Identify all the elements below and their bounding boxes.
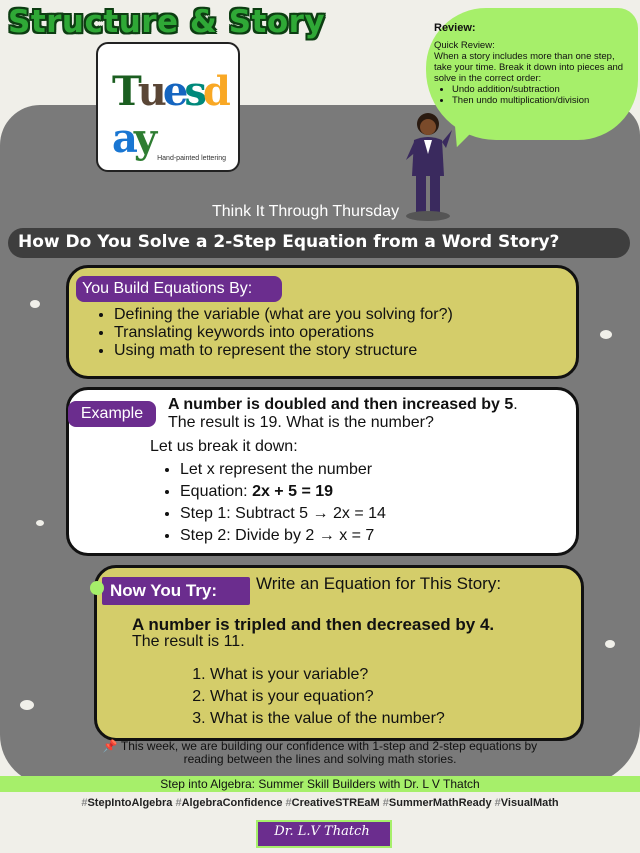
logo-word: Tuesday (112, 68, 227, 162)
example-result: The result is 19. What is the number? (168, 414, 434, 431)
footnote-text: This week, we are building our confidence with 1-step and 2-step equations by reading between the lines and solving math stories. (120, 739, 538, 766)
example-step (180, 481, 386, 503)
page-title: Structure & Story (8, 4, 326, 40)
hashtag: CreativeSTREaM (291, 797, 380, 809)
now-you-try-label: Now You Try: (102, 577, 250, 605)
hashtag-row: #StepIntoAlgebra #AlgebraConfidence #CreativeSTREaM #SummerMathReady #VisualMath (81, 797, 559, 809)
example-statement-end: . (513, 396, 518, 413)
hashtag: StepIntoAlgebra (87, 797, 173, 809)
try-question: 1. What is your variable? (210, 664, 445, 686)
hashtag: AlgebraConfidence (181, 797, 283, 809)
teacher-figure (398, 110, 458, 222)
example-step (180, 525, 386, 547)
hashtag: SummerMathReady (388, 797, 492, 809)
signature-text: Dr. L.V Thatch (274, 824, 370, 839)
try-question: 2. What is your equation? (210, 686, 445, 708)
try-question: 3. What is the value of the number? (210, 708, 445, 730)
build-label: You Build Equations By: (76, 276, 282, 302)
try-statement: A number is tripled and then decreased by 4. (132, 615, 495, 634)
example-label: Example (68, 401, 156, 427)
paint-splat (30, 300, 40, 308)
subtitle: Think It Through Thursday (212, 203, 400, 220)
paint-splat (36, 520, 44, 526)
step-text: Step 1: Subtract 5 → 2x = 14 (180, 505, 386, 522)
step-text: Step 2: Divide by 2 → x = 7 (180, 527, 375, 544)
review-body (434, 40, 624, 106)
build-list (86, 306, 453, 360)
try-prompt: Write an Equation for This Story: (256, 574, 502, 593)
review-heading: Review: (434, 22, 476, 34)
main-question: How Do You Solve a 2-Step Equation from a Word Story? (18, 232, 560, 252)
review-item: • Undo addition/subtraction (452, 84, 624, 95)
logo-caption: Hand-painted lettering (157, 155, 226, 162)
footnote (100, 740, 540, 766)
review-text: When a story includes more than one step, take your time. Break it down into pieces and solve in the correct order: (434, 51, 624, 84)
green-dot-icon (90, 581, 104, 595)
pin-icon: 📌 (102, 739, 118, 753)
example-statement (168, 396, 518, 414)
paint-splat (20, 700, 34, 710)
logo-card (96, 42, 240, 172)
example-statement-bold: A number is doubled and then increased by 5 (168, 396, 514, 413)
step-equation: 2x + 5 = 19 (252, 483, 334, 500)
try-questions (192, 664, 445, 730)
breakdown-intro: Let us break it down: (150, 438, 298, 455)
step-text: Equation: (180, 483, 253, 500)
try-result: The result is 11. (132, 633, 245, 650)
build-item: • Using math to represent the story structure (114, 342, 453, 360)
review-list (434, 84, 624, 106)
step-text: Let x represent the number (180, 461, 373, 478)
example-step (180, 503, 386, 525)
build-item: • Defining the variable (what are you solving for?) (114, 306, 453, 324)
example-step (180, 459, 386, 481)
review-item: • Then undo multiplication/division (452, 95, 624, 106)
paint-splat (600, 330, 612, 339)
review-subheading: Quick Review: (434, 40, 495, 51)
paint-splat (605, 640, 615, 648)
build-item: • Translating keywords into operations (114, 324, 453, 342)
hashtag: VisualMath (500, 797, 559, 809)
example-steps (160, 459, 386, 547)
footer-banner-text: Step into Algebra: Summer Skill Builders with Dr. L V Thatch (160, 777, 480, 791)
